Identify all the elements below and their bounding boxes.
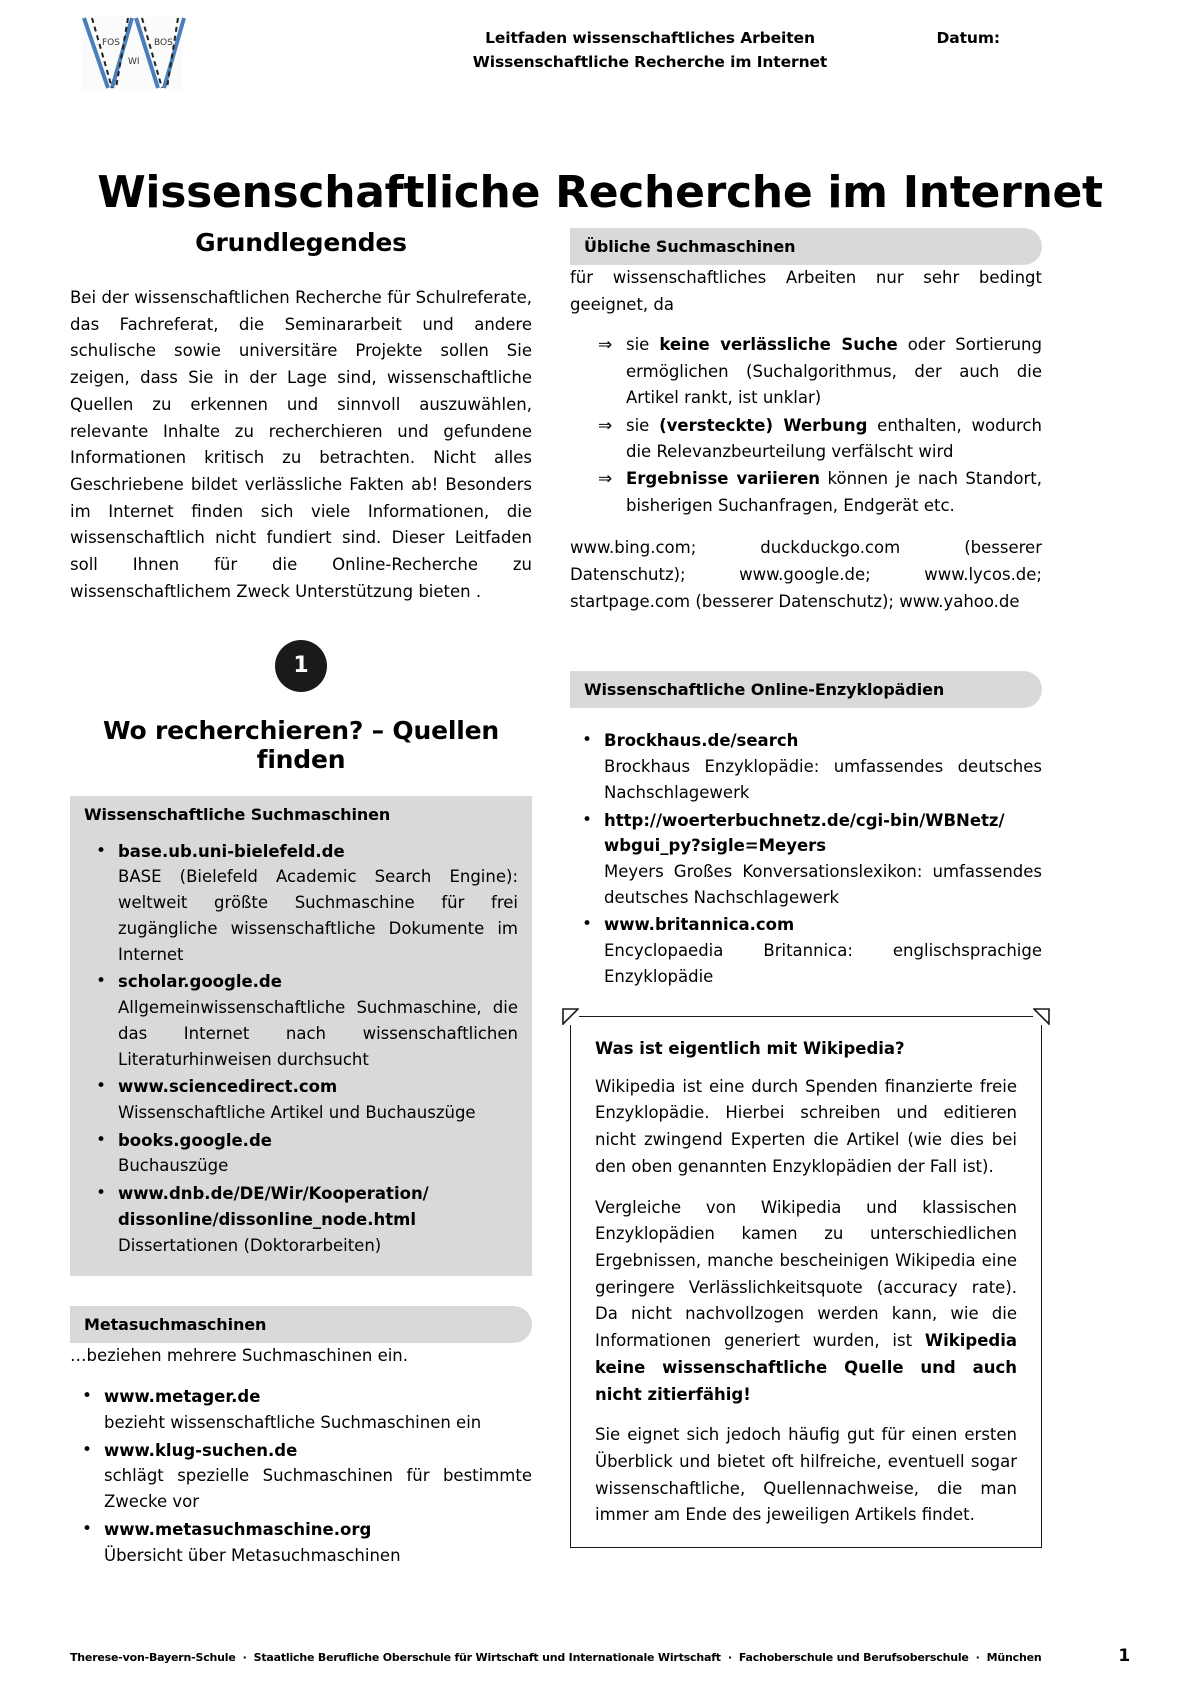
common-engines-drawbacks-list	[570, 332, 1042, 519]
point-emphasis: Ergebnisse variieren	[626, 469, 821, 489]
list-item-description: Buchauszüge	[118, 1156, 229, 1176]
page-header	[0, 0, 1200, 110]
folded-corner-top-left-icon	[562, 1008, 579, 1025]
heading-grundlegendes: Grundlegendes	[195, 228, 407, 257]
left-column	[70, 228, 532, 1570]
point-lead: sie	[626, 335, 660, 355]
common-engines-url-list[interactable]: www.bing.com; duckduckgo.com (besserer Datenschutz); www.google.de; www.lycos.de; startpage.com (besserer Datenschutz); www.yahoo.de	[570, 538, 1042, 611]
logo-label-fos: FOS	[102, 38, 120, 48]
point-emphasis: (versteckte) Werbung	[659, 415, 868, 435]
meta-search-engines-list	[70, 1384, 532, 1568]
logo-w-mark	[68, 12, 196, 94]
point-emphasis: keine verlässliche Suche	[659, 335, 898, 355]
intro-paragraph: Bei der wissenschaftlichen Recherche für Schulreferate, das Fachreferat, die Seminararbeit und andere schulische sowie universitäre Projekte sollen Sie zeigen, dass Sie in der Lage sind, wissenschaftliche Quellen zu erkennen und sinnvoll auszuwählen, relevante Inhalte zu recherchieren und gefundene Informationen kritisch zu betrachten. Nicht alles Geschriebene bildet verlässliche Fakten ab! Besonders im Internet finden sich viele Informationen, die wissenschaftlich nicht fundiert sind. Dieser Leitfaden soll Ihnen für die Online-Recherche zu wissenschaftlichem Zweck Unterstützung bieten .	[70, 288, 532, 601]
list-item-url: • www.metager.de	[104, 1387, 261, 1407]
step-number-badge: 1	[275, 640, 327, 692]
footer-city: München	[986, 1651, 1042, 1664]
list-item[interactable]	[604, 912, 1042, 989]
wikipedia-note-p2-emphasis: Wikipedia keine wissenschaftliche Quelle und auch nicht zitierfähig!	[595, 1331, 1017, 1404]
logo-label-wi: WI	[128, 57, 140, 67]
point-lead: sie	[626, 415, 660, 435]
page-title: Wissenschaftliche Recherche im Internet	[97, 167, 1103, 219]
list-item-description: Wissenschaftliche Artikel und Buchauszüge	[118, 1102, 476, 1122]
list-item	[626, 466, 1042, 519]
list-item-description: BASE (Bielefeld Academic Search Engine): weltweit größte Suchmaschine für frei zugängliche wissenschaftliche Dokumente im Internet	[118, 867, 518, 964]
point-tail: können je nach Standort, bisherigen Suchanfragen, Endgerät etc.	[626, 469, 1042, 515]
list-item[interactable]	[118, 1128, 518, 1179]
footer-school-branches: Fachoberschule und Berufsoberschule	[738, 1651, 969, 1664]
list-item-url: • Brockhaus.de/search	[604, 731, 799, 751]
banner-wissenschaftliche-suchmaschinen: Wissenschaftliche Suchmaschinen	[84, 804, 391, 824]
footer-separator: ·	[727, 1651, 732, 1664]
list-item-description: Dissertationen (Doktorarbeiten)	[118, 1235, 382, 1255]
metasuchmaschinen-intro: …beziehen mehrere Suchmaschinen ein.	[70, 1346, 409, 1366]
logo-label-bos: BOS	[154, 38, 173, 48]
list-item	[626, 332, 1042, 411]
scientific-search-engines-block	[70, 796, 532, 1277]
wikipedia-note-box	[570, 1016, 1042, 1549]
school-logo	[68, 12, 196, 94]
list-item-url: • www.metasuchmaschine.org	[104, 1519, 372, 1539]
list-item-description: bezieht wissenschaftliche Suchmaschinen ein	[104, 1412, 482, 1432]
list-item[interactable]	[118, 1181, 518, 1258]
list-item-description: Allgemeinwissenschaftliche Suchmaschine, die das Internet nach wissenschaftlichen Literaturhinweisen durchsucht	[118, 998, 518, 1069]
list-item[interactable]	[118, 969, 518, 1072]
banner-online-enzyklopaedien: Wissenschaftliche Online-Enzyklopädien	[570, 671, 1042, 708]
list-item[interactable]	[118, 1074, 518, 1125]
encyclopedias-list	[570, 728, 1042, 989]
footer-separator: ·	[242, 1651, 247, 1664]
header-guide-line: Leitfaden wissenschaftliches Arbeiten	[485, 29, 815, 47]
list-item	[626, 413, 1042, 466]
list-item-url: • www.britannica.com	[604, 915, 795, 935]
banner-uebliche-suchmaschinen: Übliche Suchmaschinen	[570, 228, 1042, 265]
banner-metasuchmaschinen: Metasuchmaschinen	[70, 1306, 532, 1343]
list-item-url: • books.google.de	[118, 1130, 272, 1150]
header-date-label: Datum:	[936, 29, 1000, 47]
scientific-search-engines-list	[84, 839, 518, 1259]
wikipedia-note-title: Was ist eigentlich mit Wikipedia?	[595, 1038, 905, 1058]
point-tail: oder Sortierung ermöglichen (Suchalgorithmus, der auch die Artikel rankt, ist unklar)	[626, 335, 1042, 408]
common-engines-intro: für wissenschaftliches Arbeiten nur sehr bedingt geeignet, da	[570, 268, 1042, 314]
list-item-url: • www.dnb.de/DE/Wir/Kooperation/ dissonline/dissonline_node.html	[118, 1184, 429, 1229]
wikipedia-note-paragraph-3: Sie eignet sich jedoch häufig gut für einen ersten Überblick und bietet oft hilfreiche, eventuell sogar wissenschaftliche, Quellennachweise, die man immer am Ende des jeweiligen Artikels findet.	[595, 1425, 1017, 1525]
wikipedia-note-paragraph-2	[595, 1195, 1017, 1409]
spacer	[70, 1276, 532, 1306]
folded-corner-top-right-icon	[1033, 1008, 1050, 1025]
footer-separator: ·	[975, 1651, 980, 1664]
list-item[interactable]	[104, 1438, 532, 1515]
header-subject-line: Wissenschaftliche Recherche im Internet	[472, 53, 828, 72]
footer-school-info	[70, 1651, 1100, 1664]
page-footer	[70, 1646, 1130, 1666]
list-item-url: • www.sciencedirect.com	[118, 1077, 338, 1097]
point-tail: enthalten, wodurch die Relevanzbeurteilung verfälscht wird	[626, 415, 1043, 461]
heading-section-1: Wo recherchieren? – Quellen finden	[103, 715, 499, 774]
wikipedia-note-p2-lead: Vergleiche von Wikipedia und klassischen Enzyklopädien kamen zu unterschiedlichen Ergebnissen, manche bescheinigen Wikipedia eine geringere Verlässlichkeitsquote (accuracy rate). Da nicht nachvollzogen werden kann, wie die Informationen generiert wurden, ist	[595, 1197, 1017, 1351]
list-item-description: schlägt spezielle Suchmaschinen für bestimmte Zwecke vor	[104, 1466, 532, 1512]
spacer	[570, 629, 1042, 671]
list-item[interactable]	[604, 728, 1042, 805]
list-item[interactable]	[104, 1517, 532, 1568]
list-item-description: Encyclopaedia Britannica: englischsprachige Enzyklopädie	[604, 941, 1042, 986]
footer-school-type: Staatliche Berufliche Oberschule für Wirtschaft und Internationale Wirtschaft	[253, 1651, 721, 1664]
list-item-url: • base.ub.uni-bielefeld.de	[118, 841, 345, 861]
footer-school-name: Therese-von-Bayern-Schule	[70, 1651, 236, 1664]
wikipedia-note-paragraph-1: Wikipedia ist eine durch Spenden finanzierte freie Enzyklopädie. Hierbei schreiben und editieren nicht zwingend Experten die Artikel (wie dies bei den oben genannten Enzyklopädien der Fall ist).	[595, 1076, 1017, 1176]
list-item[interactable]	[104, 1384, 532, 1435]
list-item[interactable]	[118, 839, 518, 968]
list-item[interactable]	[604, 808, 1042, 911]
list-item-url: • scholar.google.de	[118, 972, 282, 992]
list-item-description: Übersicht über Metasuchmaschinen	[104, 1545, 401, 1565]
list-item-url: • http://woerterbuchnetz.de/cgi-bin/WBNetz/ wbgui_py?sigle=Meyers	[604, 810, 1005, 856]
list-item-url: • www.klug-suchen.de	[104, 1440, 298, 1460]
footer-page-number: 1	[1118, 1646, 1130, 1666]
header-titles	[330, 26, 1000, 74]
right-column	[570, 228, 1042, 1548]
list-item-description: Brockhaus Enzyklopädie: umfassendes deutsches Nachschlagewerk	[604, 757, 1042, 802]
list-item-description: Meyers Großes Konversationslexikon: umfassendes deutsches Nachschlagewerk	[604, 862, 1042, 907]
